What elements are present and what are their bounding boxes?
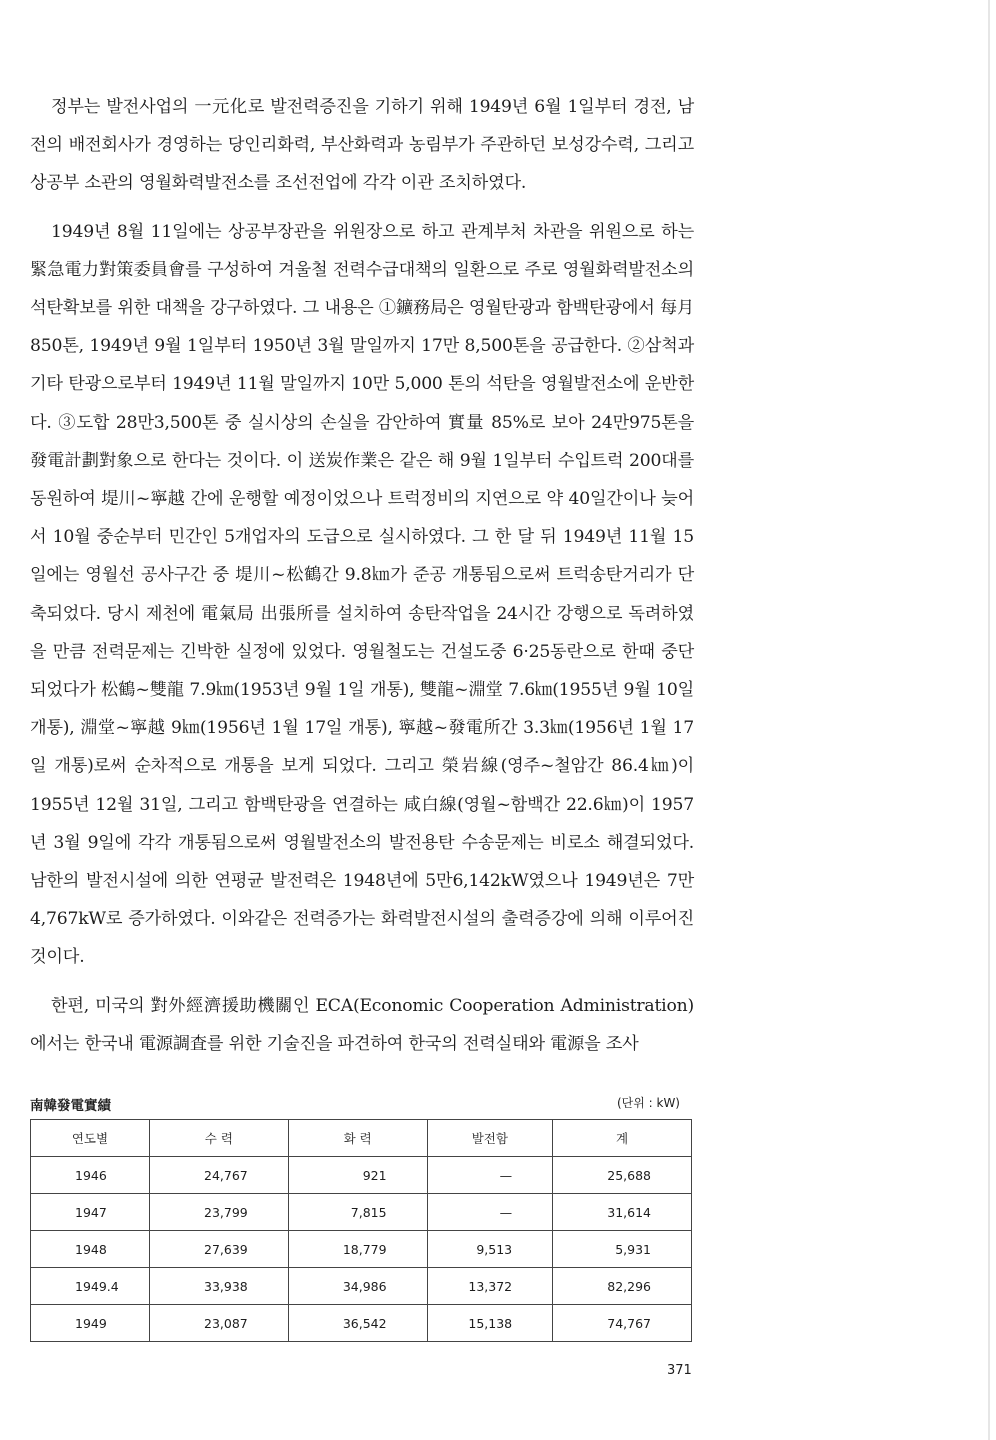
table-cell: 24,767 (149, 1157, 288, 1194)
table-cell: — (427, 1157, 553, 1194)
table-cell: 5,931 (553, 1231, 692, 1268)
table-cell: 1949 (31, 1305, 150, 1342)
page-edge-line (988, 0, 990, 1440)
page-number: 371 (667, 1363, 692, 1378)
table-cell: 82,296 (553, 1268, 692, 1305)
table-cell: 921 (288, 1157, 427, 1194)
table-row (31, 1231, 692, 1268)
table-cell: 25,688 (553, 1157, 692, 1194)
table-row (31, 1194, 692, 1231)
table-row (31, 1305, 692, 1342)
table-cell: 23,799 (149, 1194, 288, 1231)
column-header: 화 력 (288, 1120, 427, 1157)
paragraph: 한편, 미국의 對外經濟援助機關인 ECA(Economic Cooperation Administration)에서는 한국내 電源調査를 위한 기술진을 파견하여 한국의 전력실태와 電源을 조사 (30, 995, 694, 1054)
table-title: 南韓發電實績 (30, 1098, 111, 1114)
table-cell: 27,639 (149, 1231, 288, 1268)
table-cell: 7,815 (288, 1194, 427, 1231)
table-cell: 15,138 (427, 1305, 553, 1342)
table-header (30, 1094, 694, 1116)
column-header: 계 (553, 1120, 692, 1157)
table-cell: 18,779 (288, 1231, 427, 1268)
table-cell: 1949.4 (31, 1268, 150, 1305)
table-header-row (31, 1120, 692, 1157)
table-cell: 13,372 (427, 1268, 553, 1305)
column-header: 발전함 (427, 1120, 553, 1157)
paragraph: 정부는 발전사업의 一元化로 발전력증진을 기하기 위해 1949년 6월 1일부터 경전, 남전의 배전회사가 경영하는 당인리화력, 부산화력과 농림부가 주관하던 보성강수력, 그리고 상공부 소관의 영월화력발전소를 조선전업에 각각 이관 조치하였다. (30, 97, 694, 194)
table-cell: 1946 (31, 1157, 150, 1194)
table-cell: 1947 (31, 1194, 150, 1231)
table-cell: 34,986 (288, 1268, 427, 1305)
body-text (30, 88, 694, 1073)
paragraph: 1949년 8월 11일에는 상공부장관을 위원장으로 하고 관계부처 차관을 위원으로 하는 緊急電力對策委員會를 구성하여 겨울철 전력수급대책의 일환으로 주로 영월화력발전소의 석탄확보를 위한 대책을 강구하였다. 그 내용은 ①鑛務局은 영월탄광과 함백탄광에서 每月 850톤, 1949년 9월 1일부터 1950년 3월 말일까지 17만 8,500톤을 공급한다. ②삼척과 기타 탄광으로부터 1949년 11월 말일까지 10만 5,000 톤의 석탄을 영월발전소에 운반한다. ③도합 28만3,500톤 중 실시상의 손실을 감안하여 實量 85%로 보아 24만975톤을 發電計劃對象으로 한다는 것이다. 이 送炭作業은 같은 해 9월 1일부터 수입트럭 200대를 동원하여 堤川~寧越 간에 운행할 예정이었으나 트럭정비의 지연으로 약 40일간이나 늦어서 10월 중순부터 민간인 5개업자의 도급으로 실시하였다. 그 한 달 뒤 1949년 11월 15일에는 영월선 공사구간 중 堤川~松鶴간 9.8㎞가 준공 개통됨으로써 트럭송탄거리가 단축되었다. 당시 제천에 電氣局 出張所를 설치하여 송탄작업을 24시간 강행으로 독려하였을 만큼 전력문제는 긴박한 실정에 있었다. 영월철도는 건설도중 6·25동란으로 한때 중단되었다가 松鶴~雙龍 7.9㎞(1953년 9월 1일 개통), 雙龍~淵堂 7.6㎞(1955년 9월 10일 개통), 淵堂~寧越 9㎞(1956년 1월 17일 개통), 寧越~發電所간 3.3㎞(1956년 1월 17일 개통)로써 순차적으로 개통을 보게 되었다. 그리고 榮岩線(영주~철암간 86.4㎞)이 1955년 12월 31일, 그리고 함백탄광을 연결하는 咸白線(영월~함백간 22.6㎞)이 1957년 3월 9일에 각각 개통됨으로써 영월발전소의 발전용탄 수송문제는 비로소 해결되었다. 남한의 발전시설에 의한 연평균 발전력은 1948년에 5만6,142kW였으나 1949년은 7만4,767kW로 증가하였다. 이와같은 전력증가는 화력발전시설의 출력증강에 의해 이루어진 것이다. (30, 221, 694, 968)
table-cell: 33,938 (149, 1268, 288, 1305)
table-cell: 23,087 (149, 1305, 288, 1342)
power-generation-table (30, 1119, 692, 1342)
column-header: 수 력 (149, 1120, 288, 1157)
table-row (31, 1157, 692, 1194)
table-cell: 9,513 (427, 1231, 553, 1268)
table-cell: 36,542 (288, 1305, 427, 1342)
table-cell: 74,767 (553, 1305, 692, 1342)
column-header: 연도별 (31, 1120, 150, 1157)
table-cell: — (427, 1194, 553, 1231)
table-cell: 1948 (31, 1231, 150, 1268)
table-row (31, 1268, 692, 1305)
table-cell: 31,614 (553, 1194, 692, 1231)
table-unit: (단위 : kW) (616, 1096, 680, 1110)
